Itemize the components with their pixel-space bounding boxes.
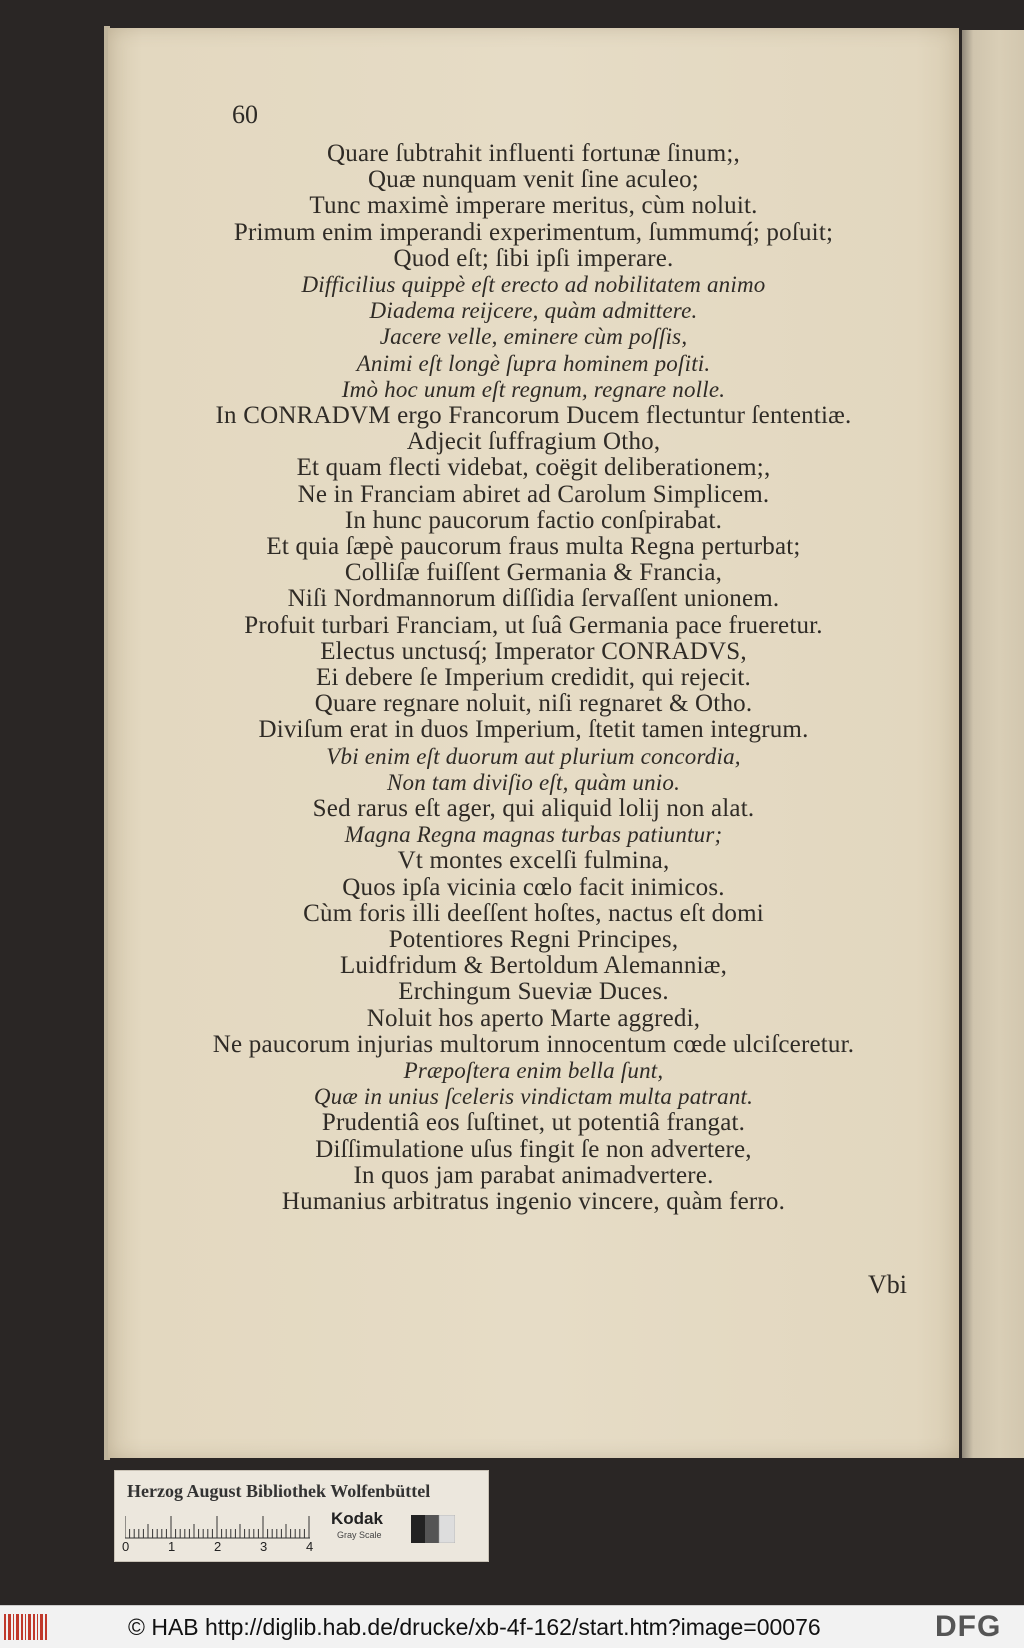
text-line: Tunc maximè imperare meritus, cùm noluit. <box>309 192 758 220</box>
text-line: Vbi enim eſt duorum aut plurium concordia, <box>326 743 741 769</box>
text-line: Noluit hos aperto Marte aggredi, <box>366 1004 701 1032</box>
scale-number: 4 <box>306 1539 314 1554</box>
text-line: Jacere velle, eminere cùm poſſis, <box>379 324 688 350</box>
text-line: Non tam diviſio eſt, quàm unio. <box>386 769 681 795</box>
catchword: Vbi <box>868 1270 907 1299</box>
text-line: Et quia ſæpè paucorum fraus multa Regna perturbat; <box>266 533 801 560</box>
kodak-subtitle: Gray Scale <box>337 1530 382 1540</box>
gray-patches <box>411 1515 455 1543</box>
text-line: Primum enim imperandi experimentum, ſummumq́; poſuit; <box>233 218 834 246</box>
text-line: In CONRADVM ergo Francorum Ducem flectuntur ſententiæ. <box>215 402 852 429</box>
scale-number: 0 <box>122 1539 130 1554</box>
text-line: Præpoſtera enim bella ſunt, <box>403 1058 664 1083</box>
kodak-logo: Kodak <box>331 1509 383 1528</box>
text-line: Quare ſubtrahit influenti fortunæ ſinum;, <box>327 140 740 167</box>
source-link[interactable]: © HAB http://diglib.hab.de/drucke/xb-4f-162/start.htm?image=00076 <box>128 1614 821 1640</box>
text-line: Colliſæ fuiſſent Germania & Francia, <box>344 559 723 587</box>
text-line: Profuit turbari Franciam, ut ſuâ Germania pace frueretur. <box>244 611 823 639</box>
text-line: Magna Regna magnas turbas patiuntur; <box>344 822 723 848</box>
footer-bar <box>0 1605 1024 1648</box>
text-line: In hunc paucorum factio conſpirabat. <box>344 506 723 534</box>
text-line: Diſſimulatione uſus fingit ſe non advertere, <box>315 1135 752 1163</box>
scale-number: 1 <box>168 1539 176 1554</box>
barcode-icon <box>4 1612 50 1642</box>
text-line: Ne paucorum injurias multorum innocentum cœde ulciſceretur. <box>212 1030 855 1058</box>
text-line: Luidfridum & Bertoldum Alemanniæ, <box>339 952 728 980</box>
text-line: Imò hoc unum eſt regnum, regnare nolle. <box>341 376 726 402</box>
text-line: Vt montes excelſi fulmina, <box>397 847 670 875</box>
text-line: Potentiores Regni Principes, <box>388 926 679 953</box>
text-line: Electus unctusq́; Imperator CONRADVS, <box>320 637 747 665</box>
dfg-logo: DFG <box>935 1610 1002 1643</box>
text-line: Erchingum Sueviæ Duces. <box>398 978 669 1006</box>
adjacent-page-edge <box>962 30 1024 1458</box>
text-line: Diadema reijcere, quàm admittere. <box>369 298 698 324</box>
text-line: Quod eſt; ſibi ipſi imperare. <box>393 244 674 272</box>
text-line: Cùm foris illi deeſſent hoſtes, nactus eſt domi <box>303 899 764 927</box>
text-line: Et quam flecti videbat, coëgit deliberationem;, <box>296 454 771 482</box>
text-line: Quæ nunquam venit ſine aculeo; <box>368 166 699 194</box>
scale-number: 2 <box>214 1539 222 1554</box>
text-line: Sed rarus eſt ager, qui aliquid lolij non alat. <box>312 795 755 822</box>
text-line: Animi eſt longè ſupra hominem poſiti. <box>356 350 711 376</box>
text-line: Adjecit ſuffragium Otho, <box>406 428 661 456</box>
text-line: Ne in Franciam abiret ad Carolum Simplicem. <box>297 480 770 508</box>
text-line: Diviſum erat in duos Imperium, ſtetit tamen integrum. <box>258 716 809 744</box>
library-name: Herzog August Bibliothek Wolfenbüttel <box>127 1481 431 1501</box>
text-line: Ei debere ſe Imperium credidit, qui rejecit. <box>315 664 751 691</box>
text-line: Niſi Nordmannorum diſſidia ſervaſſent unionem. <box>287 585 780 613</box>
page-number: 60 <box>232 100 258 129</box>
text-line: Quæ in unius ſceleris vindictam multa patrant. <box>313 1084 754 1110</box>
color-target <box>114 1470 489 1562</box>
text-line: In quos jam parabat animadvertere. <box>353 1161 714 1189</box>
text-line: Quos ipſa vicinia cœlo facit inimicos. <box>342 873 725 901</box>
text-line: Prudentiâ eos ſuſtinet, ut potentiâ frangat. <box>321 1109 746 1137</box>
text-line: Difficilius quippè eſt erecto ad nobilitatem animo <box>301 272 766 297</box>
text-line: Humanius arbitratus ingenio vincere, quàm ferro. <box>281 1188 786 1215</box>
ruler-scale <box>125 1511 310 1539</box>
scale-number: 3 <box>260 1539 268 1554</box>
text-line: Quare regnare noluit, niſi regnaret & Otho. <box>314 690 753 718</box>
